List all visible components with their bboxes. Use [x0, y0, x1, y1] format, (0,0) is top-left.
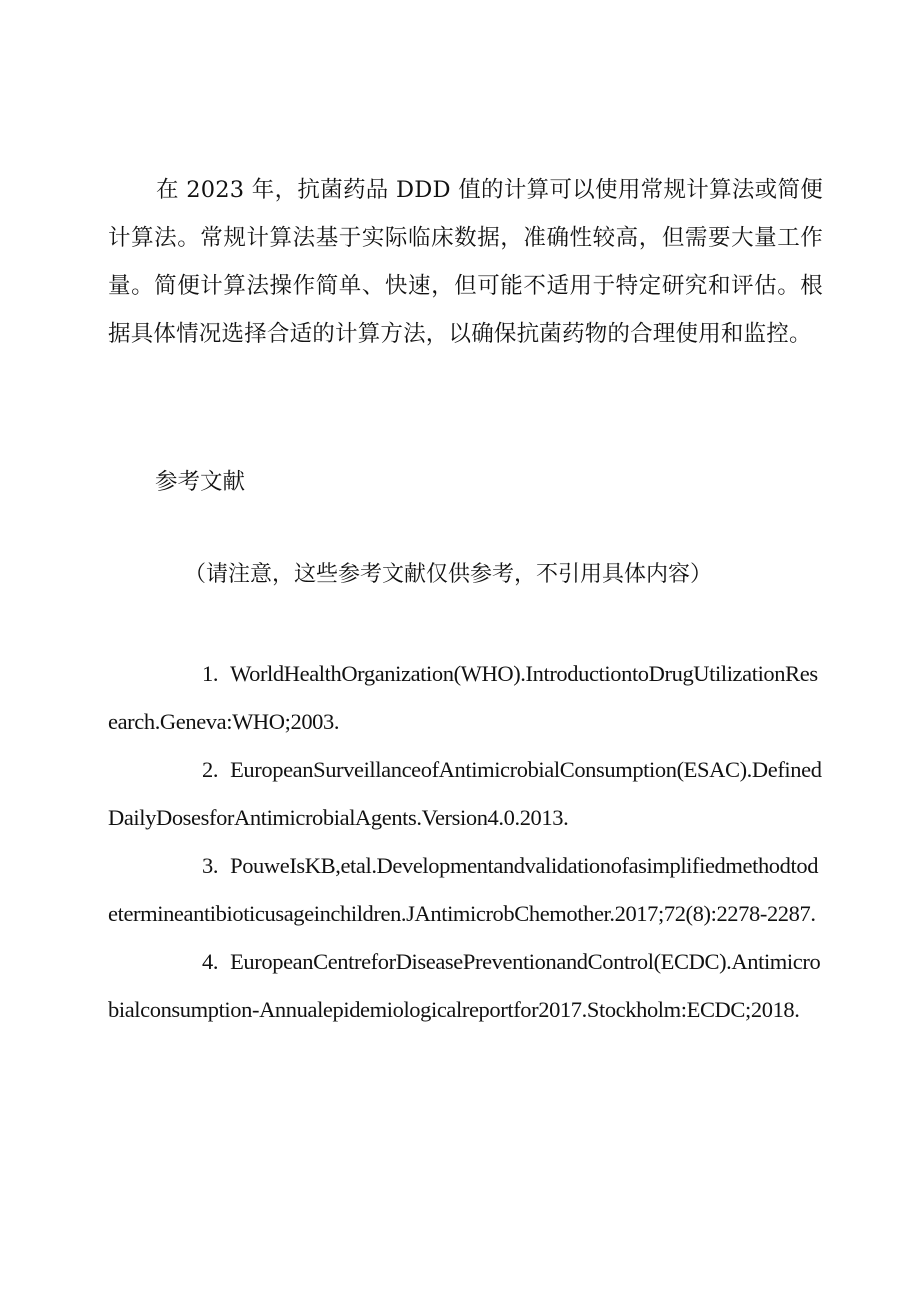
reference-item: [108, 938, 823, 1034]
reference-number: 4.: [202, 949, 219, 974]
reference-item: [108, 842, 823, 938]
reference-text: EuropeanSurveillanceofAntimicrobialConsumption(ESAC).DefinedDailyDosesforAntimicrobialAgents.Version4.0.2013.: [108, 757, 822, 830]
reference-item: [108, 650, 823, 746]
references-note: （请注意，这些参考文献仅供参考，不引用具体内容）: [184, 562, 713, 587]
reference-number: 2.: [202, 757, 219, 782]
reference-text: PouweIsKB,etal.Developmentandvalidationofasimplifiedmethodtodetermineantibioticusageinchildren.JAntimicrobChemother.2017;72(8):2278-2287.: [108, 853, 819, 926]
reference-text: WorldHealthOrganization(WHO).IntroductiontoDrugUtilizationResearch.Geneva:WHO;2003.: [108, 661, 818, 734]
references-heading: 参考文献: [155, 469, 246, 495]
reference-number: 3.: [202, 853, 219, 878]
body-paragraph: 在 2023 年，抗菌药品 DDD 值的计算可以使用常规计算法或简便计算法。常规计算法基于实际临床数据，准确性较高，但需要大量工作量。简便计算法操作简单、快速，但可能不适用于特定研究和评估。根据具体情况选择合适的计算方法，以确保抗菌药物的合理使用和监控。: [108, 177, 823, 347]
reference-number: 1.: [202, 661, 219, 686]
reference-text: EuropeanCentreforDiseasePreventionandControl(ECDC).Antimicrobialconsumption-Annualepidemiologicalreportfor2017.Stockholm:ECDC;2018.: [108, 949, 821, 1022]
references-list: [108, 650, 823, 1034]
reference-item: [108, 746, 823, 842]
